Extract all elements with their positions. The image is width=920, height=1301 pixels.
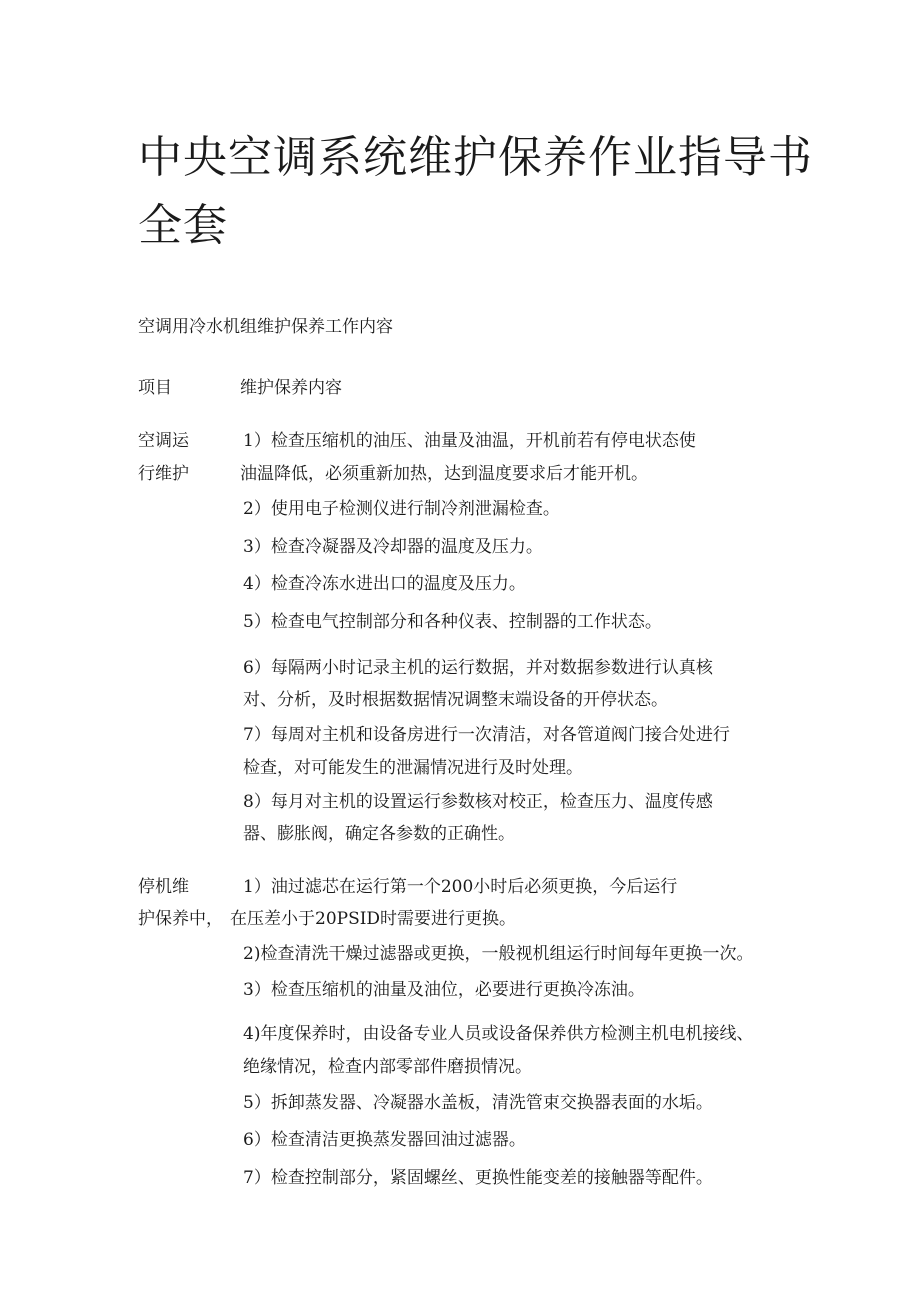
section-1-line: 器、膨胀阀，确定各参数的正确性。 (243, 824, 515, 844)
section-2-line: 3）检查压缩机的油量及油位，必要进行更换冷冻油。 (243, 980, 645, 1000)
section-2-line: 6）检查清洁更换蒸发器回油过滤器。 (243, 1130, 526, 1150)
section-1-item-line-2: 行维护 (138, 464, 189, 484)
section-2-line: 2)检查清洗干燥过滤器或更换，一般视机组运行时间每年更换一次。 (243, 944, 754, 964)
section-2-line: 7）检查控制部分，紧固螺丝、更换性能变差的接触器等配件。 (243, 1168, 713, 1188)
section-1-line: 油温降低，必须重新加热，达到温度要求后才能开机。 (240, 464, 648, 484)
section-1-line: 对、分析，及时根据数据情况调整末端设备的开停状态。 (243, 690, 668, 710)
section-2-line: 5）拆卸蒸发器、冷凝器水盖板，清洗管束交换器表面的水垢。 (243, 1093, 713, 1113)
section-1-line: 8）每月对主机的设置运行参数核对校正，检查压力、温度传感 (243, 792, 713, 812)
section-2-item-line-1: 停机维 (138, 877, 189, 897)
title-line-1: 中央空调系统维护保养作业指导书 (138, 132, 813, 183)
section-1-line: 3）检查冷凝器及冷却器的温度及压力。 (243, 537, 543, 557)
title-line-2: 全套 (138, 200, 228, 251)
section-1-item-line-1: 空调运 (138, 431, 189, 451)
section-1-line: 检查，对可能发生的泄漏情况进行及时处理。 (243, 758, 583, 778)
section-1-line: 2）使用电子检测仪进行制冷剂泄漏检查。 (243, 499, 560, 519)
section-2-line: 绝缘情况，检查内部零部件磨损情况。 (243, 1057, 532, 1077)
header-content: 维护保养内容 (240, 378, 342, 398)
section-1-line: 6）每隔两小时记录主机的运行数据，并对数据参数进行认真核 (243, 658, 713, 678)
section-2-line: 4)年度保养时，由设备专业人员或设备保养供方检测主机电机接线、 (243, 1024, 754, 1044)
section-1-line: 4）检查冷冻水进出口的温度及压力。 (243, 574, 526, 594)
document-title (138, 124, 818, 260)
section-1-line: 5）检查电气控制部分和各种仪表、控制器的工作状态。 (243, 612, 662, 632)
section-2-item-line-2: 护保养中， (138, 909, 223, 929)
section-2-line: 在压差小于20PSID时需要进行更换。 (230, 909, 517, 929)
section-1-line: 1）检查压缩机的油压、油量及油温，开机前若有停电状态使 (243, 431, 696, 451)
section-subtitle: 空调用冷水机组维护保养工作内容 (138, 317, 393, 337)
section-2-line: 1）油过滤芯在运行第一个200小时后必须更换，今后运行 (243, 877, 678, 897)
header-item: 项目 (138, 378, 172, 398)
section-1-line: 7）每周对主机和设备房进行一次清洁，对各管道阀门接合处进行 (243, 725, 730, 745)
